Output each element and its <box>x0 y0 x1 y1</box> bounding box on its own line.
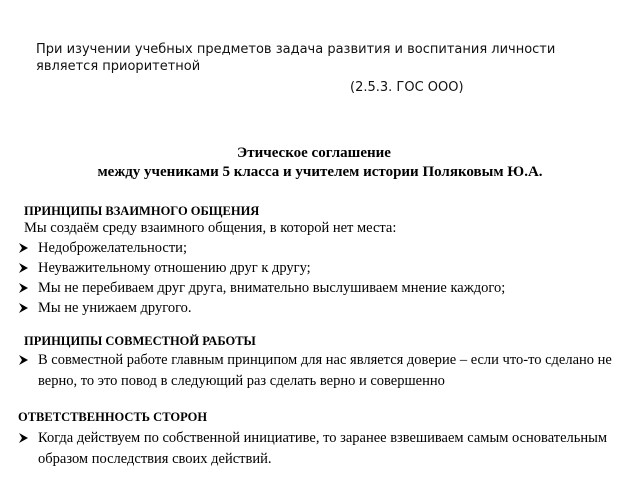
list-item <box>18 258 618 278</box>
bullet-list-communication <box>18 238 618 318</box>
list-item-text: Неуважительному отношению друг к другу; <box>38 260 311 276</box>
bullet-list-teamwork <box>18 350 618 392</box>
list-item <box>18 298 618 318</box>
arrowhead-bullet-icon <box>18 350 32 368</box>
arrowhead-bullet-icon <box>18 298 32 316</box>
arrowhead-bullet-icon <box>18 238 32 256</box>
list-item-text: В совместной работе главным принципом для нас является доверие – если что-то сделано не верно, то это повод в следующий раз сделать верно и совершенно <box>38 352 612 389</box>
section-intro-communication: Мы создаём среду взаимного общения, в которой нет места: <box>24 220 397 236</box>
list-item <box>18 350 618 392</box>
list-item-text: Когда действуем по собственной инициативе, то заранее взвешиваем самым основательным образом последствия своих действий. <box>38 430 608 467</box>
arrowhead-bullet-icon <box>18 258 32 276</box>
list-item-text: Мы не перебиваем друг друга, внимательно выслушиваем мнение каждого; <box>38 280 506 296</box>
bullet-list-responsibility <box>18 428 618 470</box>
arrowhead-bullet-icon <box>18 428 32 446</box>
section-heading-responsibility: ОТВЕТСТВЕННОСТЬ СТОРОН <box>18 410 208 424</box>
section-heading-communication: ПРИНЦИПЫ ВЗАИМНОГО ОБЩЕНИЯ <box>24 204 260 218</box>
epigraph-text: При изучении учебных предметов задача развития и воспитания личности является приоритетной <box>36 42 556 74</box>
section-heading-teamwork: ПРИНЦИПЫ СОВМЕСТНОЙ РАБОТЫ <box>24 334 256 348</box>
document-title-line-2: между учениками 5 класса и учителем истории Поляковым Ю.А. <box>97 164 543 180</box>
arrowhead-bullet-icon <box>18 278 32 296</box>
list-item <box>18 428 618 470</box>
epigraph-source: (2.5.3. ГОС ООО) <box>350 80 464 95</box>
list-item-text: Недоброжелательности; <box>38 240 187 256</box>
list-item-text: Мы не унижаем другого. <box>38 300 192 316</box>
list-item <box>18 278 618 298</box>
list-item <box>18 238 618 258</box>
document-title-line-1: Этическое соглашение <box>237 145 391 161</box>
